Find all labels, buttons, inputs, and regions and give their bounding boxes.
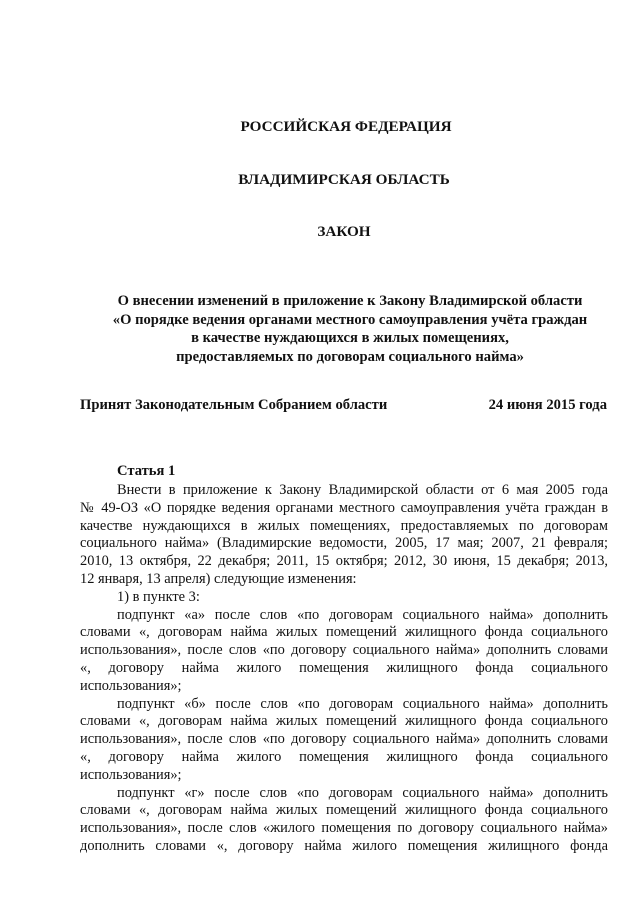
region-heading: ВЛАДИМИРСКАЯ ОБЛАСТЬ [238, 171, 450, 188]
law-title-line: предоставляемых по договорам социального найма» [176, 348, 524, 365]
body-line: использования»; [80, 766, 182, 783]
law-title-line: «О порядке ведения органами местного самоуправления учёта граждан [112, 311, 588, 328]
body-line: словами «, договорам найма жилых помещений жилищного фонда социального [80, 713, 608, 730]
body-line: Внести в приложение к Закону Владимирской области от 6 мая 2005 года [117, 482, 608, 498]
law-title [90, 292, 610, 366]
document-type-heading: ЗАКОН [317, 223, 371, 240]
law-title-line: О внесении изменений в приложение к Закону Владимирской области [117, 293, 583, 309]
adoption-date: 24 июня 2015 года [488, 397, 607, 413]
adopted-by: Принят Законодательным Собранием области [80, 397, 388, 413]
body-line: дополнить словами «, договору найма жилого помещения жилищного фонда [80, 837, 608, 854]
body-line: «, договору найма жилого помещения жилищного фонда социального [80, 659, 608, 676]
body-line: социального найма» (Владимирские ведомости, 2005, 17 мая; 2007, 21 февраля; [80, 535, 608, 552]
body-line: 1) в пункте 3: [117, 588, 200, 605]
law-title-line: в качестве нуждающихся в жилых помещениях, [191, 330, 509, 347]
body-line: № 49-ОЗ «О порядке ведения органами местного самоуправления учёта граждан в [80, 499, 608, 516]
article-body [80, 482, 608, 856]
body-line: подпункт «б» после слов «по договорам социального найма» дополнить [117, 695, 608, 712]
body-line: подпункт «г» после слов «по договорам социального найма» дополнить [117, 784, 608, 801]
body-line: «, договору найма жилого помещения жилищного фонда социального [80, 748, 608, 765]
body-line: использования», после слов «по договору социального найма» дополнить словами [80, 731, 608, 748]
body-line: использования», после слов «жилого помещения по договору социального найма» [80, 820, 608, 837]
article-heading: Статья 1 [117, 463, 176, 479]
body-line: качестве нуждающихся в жилых помещениях, предоставляемых по договорам [80, 517, 608, 534]
body-line: словами «, договорам найма жилых помещений жилищного фонда социального [80, 802, 608, 819]
country-heading: РОССИЙСКАЯ ФЕДЕРАЦИЯ [240, 118, 452, 135]
body-line: словами «, договорам найма жилых помещений жилищного фонда социального [80, 624, 608, 641]
body-line: 2010, 13 октября, 22 декабря; 2011, 15 октября; 2012, 30 июня, 15 декабря; 2013, [80, 553, 608, 570]
body-line: использования», после слов «по договору социального найма» дополнить словами [80, 642, 608, 659]
body-line: использования»; [80, 677, 182, 694]
body-line: 12 января, 13 апреля) следующие изменения: [80, 570, 357, 587]
body-line: подпункт «а» после слов «по договорам социального найма» дополнить [117, 606, 608, 623]
